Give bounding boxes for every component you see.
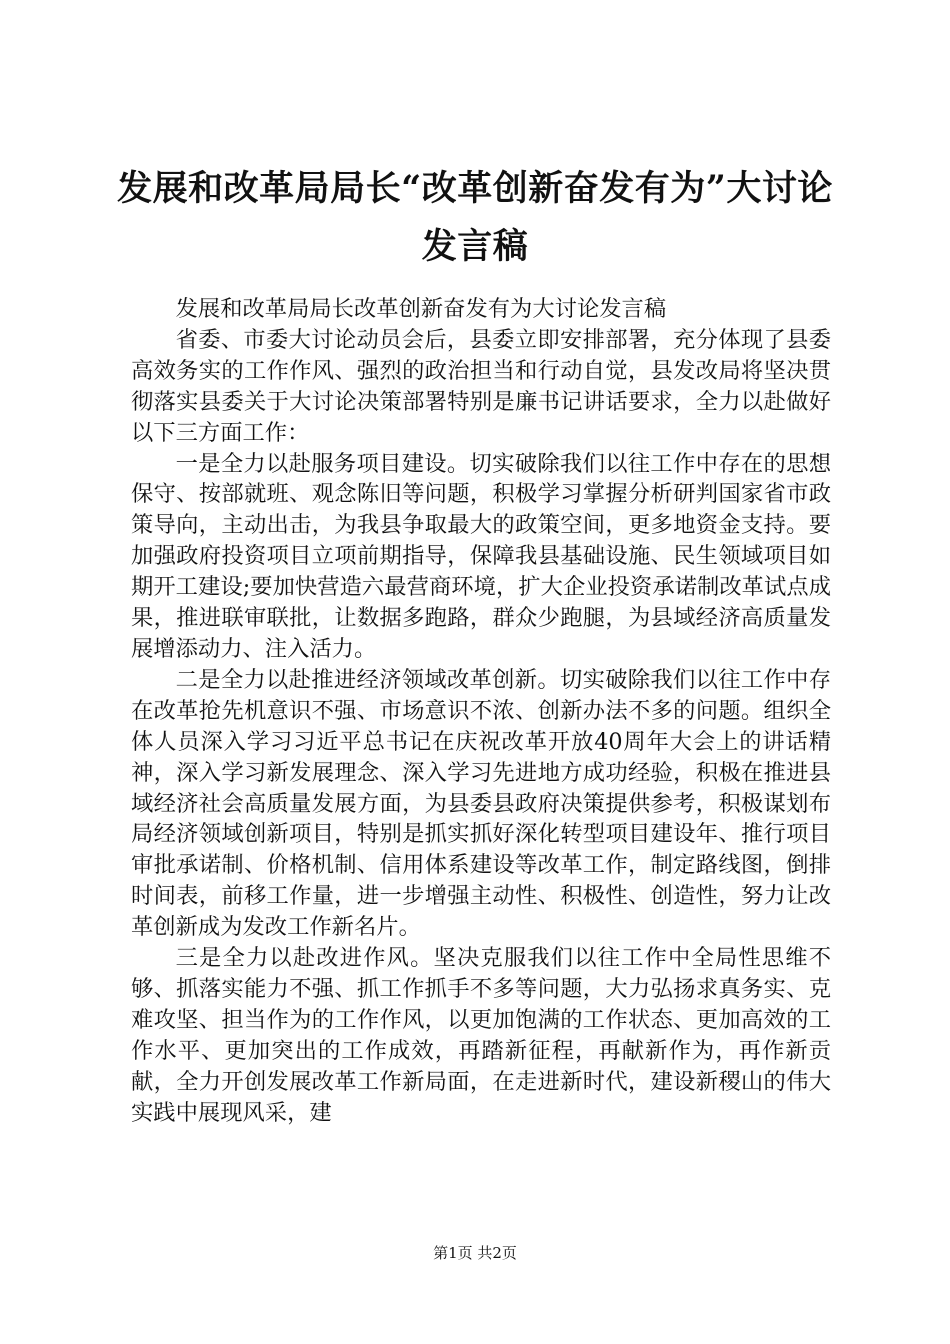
paragraph-intro: 省委、市委大讨论动员会后，县委立即安排部署，充分体现了县委高效务实的工作作风、强烈的政治担当和行动自觉，县发改局将坚决贯彻落实县委关于大讨论决策部署特别是廉书记讲话要求，全力以赴做好以下三方面工作： [131,326,831,446]
paragraph-point-three: 三是全力以赴改进作风。坚决克服我们以往工作中全局性思维不够、抓落实能力不强、抓工作抓手不多等问题，大力弘扬求真务实、克难攻坚、担当作为的工作作风，以更加饱满的工作状态、更加高效的工作水平、更加突出的工作成效，再踏新征程，再献新作为，再作新贡献，全力开创发展改革工作新局面，在走进新时代，建设新稷山的伟大实践中展现风采，建 [131,945,831,1126]
document-body [131,294,831,1128]
paragraph-point-one: 一是全力以赴服务项目建设。切实破除我们以往工作中存在的思想保守、按部就班、观念陈旧等问题，积极学习掌握分析研判国家省市政策导向，主动出击，为我县争取最大的政策空间，更多地资金支持。要加强政府投资项目立项前期指导，保障我县基础设施、民生领域项目如期开工建设;要加快营造六最营商环境，扩大企业投资承诺制改革试点成果，推进联审联批，让数据多跑路，群众少跑腿，为县域经济高质量发展增添动力、注入活力。 [131,450,831,662]
page-number-footer: 第1页 共2页 [433,1244,517,1262]
document-title: 发展和改革局局长“改革创新奋发有为”大讨论发言稿 [117,168,833,267]
paragraph-point-two: 二是全力以赴推进经济领域改革创新。切实破除我们以往工作中存在改革抢先机意识不强、市场意识不浓、创新办法不多的问题。组织全体人员深入学习习近平总书记在庆祝改革开放40周年大会上的讲话精神，深入学习新发展理念、深入学习先进地方成功经验，积极在推进县域经济社会高质量发展方面，为县委县政府决策提供参考，积极谋划布局经济领域创新项目，特别是抓实抓好深化转型项目建设年、推行项目审批承诺制、价格机制、信用体系建设等改革工作，制定路线图，倒排时间表，前移工作量，进一步增强主动性、积极性、创造性，努力让改革创新成为发改工作新名片。 [131,666,831,941]
paragraph-subtitle: 发展和改革局局长改革创新奋发有为大讨论发言稿 [175,296,667,322]
